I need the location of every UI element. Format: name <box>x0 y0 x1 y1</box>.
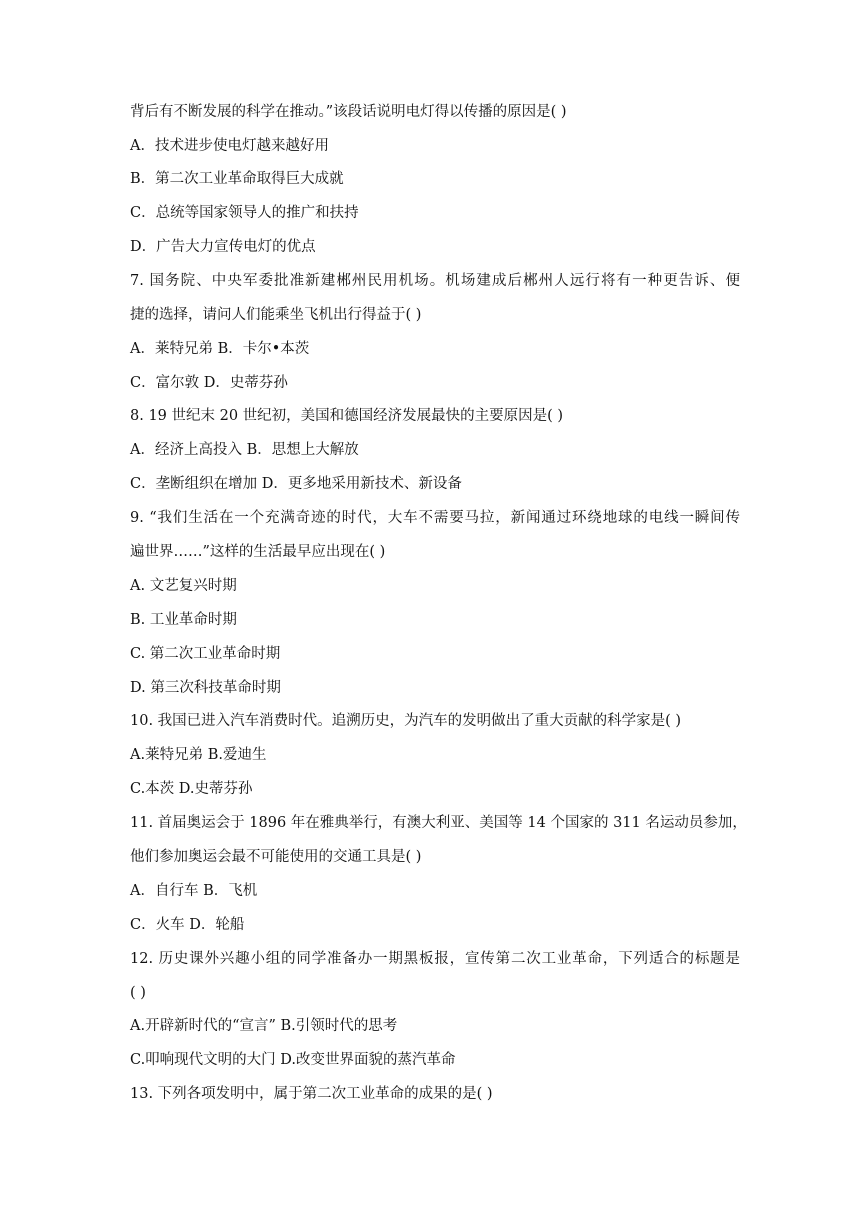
text-line: A.莱特兄弟 B.爱迪生 <box>130 747 267 763</box>
q12-text-line: 12. 历史课外兴趣小组的同学准备办一期黑板报，宣传第二次工业革命，下列适合的标题是 <box>130 951 740 967</box>
text-line: A. 文艺复兴时期 <box>130 578 237 594</box>
text-line: B. 工业革命时期 <box>130 612 237 628</box>
text-line: D. 第三次科技革命时期 <box>130 680 281 696</box>
text-line: 他们参加奥运会最不可能使用的交通工具是( ) <box>130 849 422 865</box>
text-line: ( ) <box>130 985 146 1001</box>
text-line: A．经济上高投入 B．思想上大解放 <box>130 442 359 458</box>
q8-text-line: 8. 19 世纪末 20 世纪初，美国和德国经济发展最快的主要原因是( ) <box>130 408 564 424</box>
text-line: A．技术进步使电灯越来越好用 <box>130 138 329 154</box>
text-line: D．广告大力宣传电灯的优点 <box>130 239 316 255</box>
text-line: C．总统等国家领导人的推广和扶持 <box>130 205 359 221</box>
text-line: C.本茨 D.史蒂芬孙 <box>130 781 253 797</box>
q7-text-line: 7. 国务院、中央军委批准新建郴州民用机场。机场建成后郴州人远行将有一种更告诉、便 <box>130 273 740 289</box>
text-line: 捷的选择，请问人们能乘坐飞机出行得益于( ) <box>130 307 422 323</box>
text-line: C．火车 D．轮船 <box>130 917 245 933</box>
continuation-line-text-line: 背后有不断发展的科学在推动。”该段话说明电灯得以传播的原因是( ) <box>130 104 567 120</box>
text-line: C.叩响现代文明的大门 D.改变世界面貌的蒸汽革命 <box>130 1052 456 1068</box>
text-line: C．富尔敦 D．史蒂芬孙 <box>130 375 288 391</box>
q10-text-line: 10. 我国已进入汽车消费时代。追溯历史，为汽车的发明做出了重大贡献的科学家是( ) <box>130 713 682 729</box>
text-line: A．莱特兄弟 B．卡尔•本茨 <box>130 341 310 357</box>
text-line: 遍世界……”这样的生活最早应出现在( ) <box>130 544 386 560</box>
q9-text-line: 9. “我们生活在一个充满奇迹的时代，大车不需要马拉，新闻通过环绕地球的电线一瞬间传 <box>130 510 740 526</box>
text-line: A．自行车 B．飞机 <box>130 883 258 899</box>
text-line: A.开辟新时代的“宣言” B.引领时代的思考 <box>130 1018 398 1034</box>
text-line: C．垄断组织在增加 D．更多地采用新技术、新设备 <box>130 476 462 492</box>
text-line: B．第二次工业革命取得巨大成就 <box>130 171 344 187</box>
q11-text-line: 11. 首届奥运会于 1896 年在雅典举行，有澳大利亚、美国等 14 个国家的 311 名运动员参加， <box>130 815 747 831</box>
text-line: C. 第二次工业革命时期 <box>130 646 281 662</box>
q13-text-line: 13. 下列各项发明中，属于第二次工业革命的成果的是( ) <box>130 1086 493 1102</box>
